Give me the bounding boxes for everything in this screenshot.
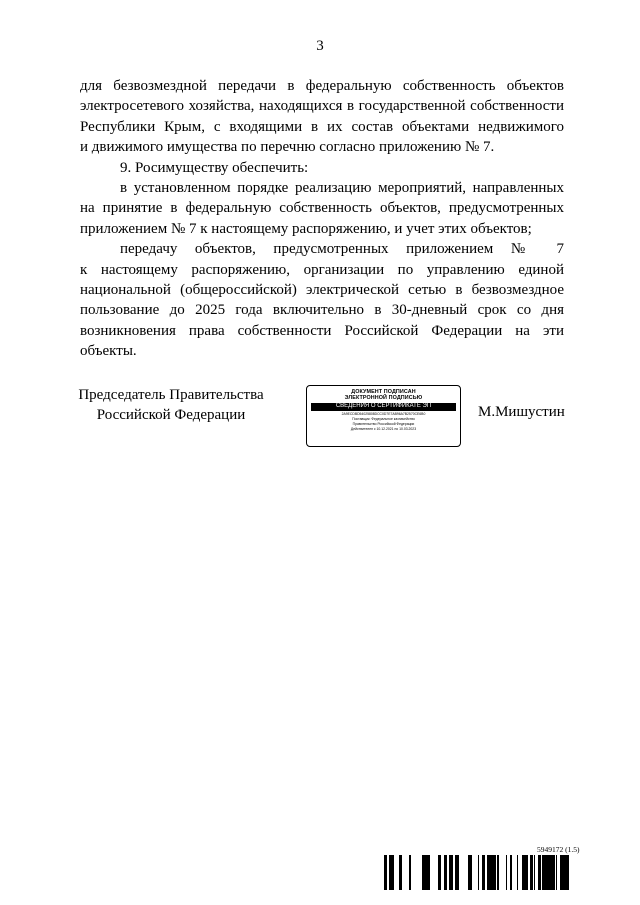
- paragraph-line: к настоящему распоряжению, организации по управлению единой: [80, 261, 564, 278]
- electronic-signature-stamp: [306, 385, 461, 447]
- stamp-issuer: Поставщик: Федеральное казначейство: [352, 416, 415, 421]
- signatory-position: [76, 385, 266, 425]
- stamp-owner: Правительство Российской Федерации: [352, 421, 415, 426]
- stamp-banner: СВЕДЕНИЯ О СЕРТИФИКАТЕ ЭП: [311, 403, 456, 411]
- barcode: [382, 855, 570, 890]
- paragraph-line: приложением № 7 к настоящему распоряжению, и учет этих объектов;: [80, 220, 532, 237]
- stamp-validity: Действителен с 10.12.2021 по 10.03.2023: [350, 427, 417, 432]
- paragraph-line: передачу объектов, предусмотренных приложением № 7: [120, 241, 564, 258]
- stamp-title-line: ЭЛЕКТРОННОЙ ПОДПИСЬЮ: [344, 395, 423, 401]
- page-number: 3: [316, 38, 324, 54]
- stamp-serial: 2A9ECDBD54025808DCC0D7E7AB96A7B2570CE6B0: [341, 411, 426, 416]
- signatory-name: М.Мишустин: [478, 404, 565, 420]
- paragraph-line: электросетевого хозяйства, находящихся в государственной собственности: [80, 98, 564, 115]
- stamp-title-line: ДОКУМЕНТ ПОДПИСАН: [351, 389, 416, 395]
- paragraph-line: пользование до 2025 года включительно в 30-дневный срок со дня: [80, 302, 564, 319]
- paragraph-line: на принятие в федеральную собственность объектов, предусмотренных: [80, 200, 564, 217]
- paragraph-line: в установленном порядке реализацию мероприятий, направленных: [120, 180, 564, 196]
- paragraph-line: и движимого имущества по перечню согласно приложению № 7.: [80, 139, 495, 156]
- paragraph-line: национальной (общероссийской) электрической сетью в безвозмездное: [80, 282, 564, 298]
- paragraph-line: Республики Крым, с входящими в их состав объектами недвижимого: [80, 118, 564, 135]
- paragraph-line: для безвозмездной передачи в федеральную собственность объектов: [80, 78, 564, 94]
- paragraph-line: объекты.: [80, 343, 137, 360]
- paragraph-line: 9. Росимуществу обеспечить:: [120, 159, 309, 176]
- signatory-position-line: Председатель Правительства: [78, 387, 264, 403]
- document-code: 5949172 (1.5): [537, 845, 580, 854]
- paragraph-line: возникновения права собственности Российской Федерации на эти: [80, 322, 564, 339]
- signatory-position-line: Российской Федерации: [96, 407, 246, 423]
